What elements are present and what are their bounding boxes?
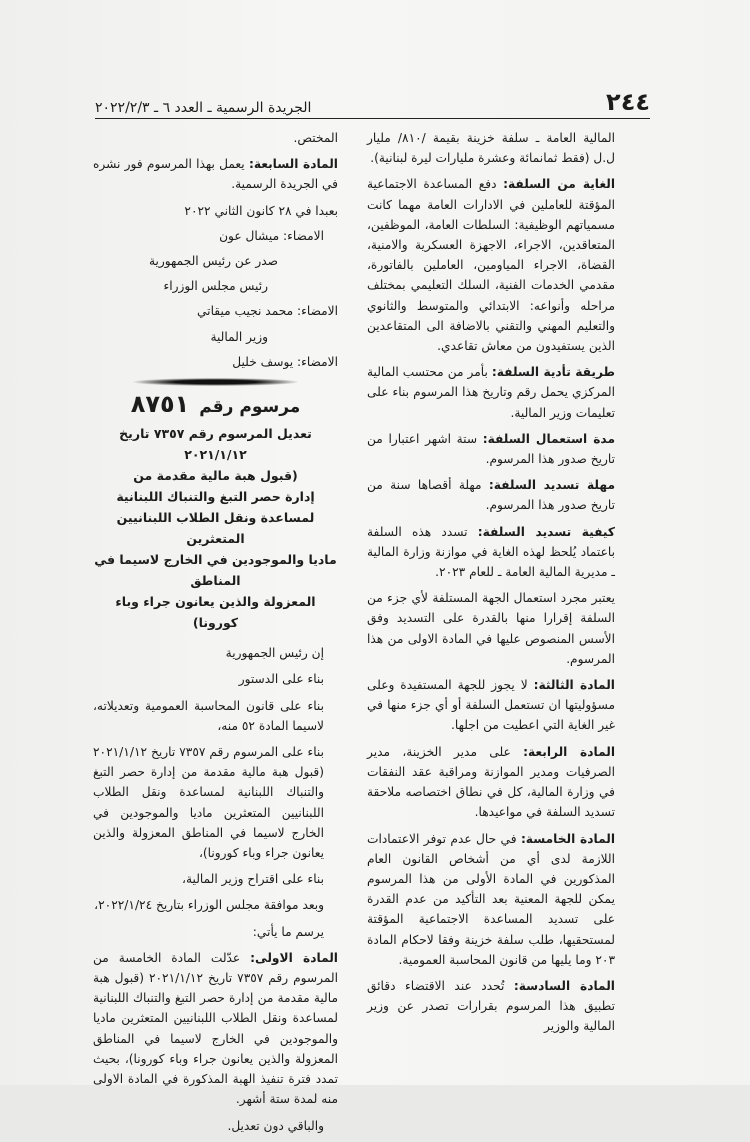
preamble-decree-ref: بناء على المرسوم رقم ٧٣٥٧ تاريخ ٢٠٢١/١/١٢ (قبول هبة مالية مقدمة من إدارة حصر التبغ والتنباك اللبنانية لمساعدة ونقل الطلاب اللبنانيين المتعثرين ماديا والموجودين في الخارج لاسيما في المناطق المعزولة والذين يعانون جراء وباء كورونا)، xyxy=(93,745,324,861)
method-label: طريقة تأدية السلفة: xyxy=(491,365,616,380)
decree-label: مرسوم رقم xyxy=(199,397,301,418)
decree-title xyxy=(93,423,338,633)
article-1 xyxy=(93,948,338,1110)
paragraph-acknowledgement: يعتبر مجرد استعمال الجهة المستلفة لأي جزء من السلفة إقرارا منها بالقدرة على التسديد وفق الأسس المنصوص عليها في المادة الاولى من هذا المرسوم. xyxy=(367,591,615,666)
preamble-constitution: بناء على الدستور xyxy=(238,672,324,687)
preamble-approval: وبعد موافقة مجلس الوزراء بتاريخ ٢٠٢٢/١/٢٤، xyxy=(94,898,324,913)
preamble-proposal: بناء على اقتراح وزير المالية، xyxy=(182,872,324,887)
title-line-6: المعزولة والذين يعانون جراء وباء كورونا) xyxy=(115,594,316,631)
remainder-unchanged: والباقي دون تعديل. xyxy=(227,1118,324,1133)
header-rule xyxy=(95,118,650,119)
pm-title: رئيس مجلس الوزراء xyxy=(163,279,268,294)
section-divider xyxy=(133,378,298,386)
repay-method-label: كيفية تسديد السلفة: xyxy=(477,524,615,539)
article-7-text: يعمل بهذا المرسوم فور نشره في الجريدة الرسمية. xyxy=(93,157,338,192)
method-text: بأمر من محتسب المالية المركزي يحمل رقم وتاريخ هذا المرسوم بناء على تعليمات وزير المالية. xyxy=(367,365,615,420)
title-line-1: تعديل المرسوم رقم ٧٣٥٧ تاريخ ٢٠٢١/١/١٢ xyxy=(119,426,312,463)
preamble-law: بناء على قانون المحاسبة العمومية وتعديلاته، لاسيما المادة ٥٢ منه، xyxy=(93,698,324,733)
decree-number: ٨٧٥١ xyxy=(130,390,190,419)
continuation-text: المختص. xyxy=(293,131,338,145)
repay-method-text: تسدد هذه السلفة باعتماد يُلحظ لهذه الغاية في موازنة وزارة المالية ـ مديرية المالية العامة ـ للعام ٢٠٢٣. xyxy=(367,524,615,580)
article-6-text: تُحدد عند الاقتضاء دقائق تطبيق هذا المرسوم بقرارات تصدر عن وزير المالية والوزير xyxy=(367,978,615,1034)
article-4-text: على مدير الخزينة، مدير الصرفيات ومدير الموازنة ومراقبة عقد النفقات في وزارة المالية، كل في نطاق اختصاصه ملاحقة تسديد السلفة في مواعيدها. xyxy=(367,744,615,820)
page-number: ٢٤٤ xyxy=(606,88,650,116)
title-line-4: لمساعدة ونقل الطلاب اللبنانيين المتعثرين xyxy=(116,510,315,547)
article-4 xyxy=(367,742,615,823)
paragraph-repay-period xyxy=(367,475,615,515)
article-7-label: المادة السابعة: xyxy=(248,157,338,172)
usage-label: مدة استعمال السلفة: xyxy=(482,431,615,446)
article-6-label: المادة السادسة: xyxy=(513,978,615,993)
pm-signature: الامضاء: محمد نجيب ميقاتي xyxy=(197,304,338,319)
article-3 xyxy=(367,675,615,736)
article-5-label: المادة الخامسة: xyxy=(520,831,615,846)
paragraph-method xyxy=(367,362,615,423)
article-3-text: لا يجوز للجهة المستفيدة وعلى مسؤوليتها ان تستعمل السلفة أو أي جزء منها في غير الغاية التي اعطيت من اجلها. xyxy=(367,678,615,733)
preamble-president: إن رئيس الجمهورية xyxy=(225,646,324,661)
finance-minister-title: وزير المالية xyxy=(210,329,268,344)
preamble-decrees: يرسم ما يأتي: xyxy=(252,924,324,939)
date-line: بعبدا في ٢٨ كانون الثاني ٢٠٢٢ xyxy=(184,203,338,218)
decree-heading xyxy=(93,390,338,419)
running-head: الجريدة الرسمية ـ العدد ٦ ـ ٢٠٢٢/٢/٣ xyxy=(95,100,312,116)
paragraph-usage-period xyxy=(367,429,615,469)
signature-block xyxy=(93,201,338,372)
president-signature: الامضاء: ميشال عون xyxy=(219,228,324,243)
article-5-text: في حال عدم توفر الاعتمادات اللازمة لدى أي من أشخاص القانون العام المذكورين في المادة الأولى من هذا المرسوم يمكن للجهة المعنية بعد التأكيد من عدم القدرة على تسديد المساعدة الاجتماعية المؤقتة لمستحقيها، طلب سلفة خزينة وفقا لاحكام المادة ٢٠٣ وما يليها من قانون المحاسبة العمومية. xyxy=(367,831,615,967)
article-5 xyxy=(367,829,615,970)
page-header xyxy=(95,88,650,116)
purpose-text: دفع المساعدة الاجتماعية المؤقتة للعاملين في الادارات العامة مهما كانت مسمياتهم الوظيفية: السلطات العامة، الموظفين، المتعاقدين، الاجراء، الاجهزة العسكرية والامنية، القضاة، الاجراء المياومين، العاملين بالفاتورة، مقدمي الخدمات الفنية، السلك التعليمي بمختلف مراحله وأنواعه: الابتدائي والمتوسط والثانوي والتعليم المهني والتقني بالاضافة الى المتقاعدين الذين يستفيدون من معاش تقاعدي. xyxy=(367,177,615,354)
article-3-label: المادة الثالثة: xyxy=(533,678,615,693)
issued-by: صدر عن رئيس الجمهورية xyxy=(148,254,278,269)
repay-period-text: مهلة أقصاها سنة من تاريخ صدور هذا المرسوم. xyxy=(367,478,615,513)
title-line-5: ماديا والموجودين في الخارج لاسيما في المناطق xyxy=(94,552,337,589)
purpose-label: الغاية من السلفة: xyxy=(503,177,615,192)
paragraph-repay-method xyxy=(367,522,615,583)
left-column xyxy=(93,128,338,1142)
article-7 xyxy=(93,154,338,194)
article-4-label: المادة الرابعة: xyxy=(523,744,615,759)
article-1-label: المادة الاولى: xyxy=(250,950,338,965)
title-line-3: إدارة حصر التبغ والتنباك اللبنانية xyxy=(116,489,315,505)
article-1-text: عدّلت المادة الخامسة من المرسوم رقم ٧٣٥٧ تاريخ ٢٠٢١/١/١٢ (قبول هبة مالية مقدمة من إدارة حصر التبغ والتنباك اللبنانية لمساعدة ونقل الطلاب اللبنانيين المتعثرين ماديا والموجودين في الخارج لاسيما في المناطق المعزولة والذين يعانون جراء وباء كورونا)، بحيث تمدد فترة تنفيذ الهبة المذكورة في المادة الاولى منه لمدة ستة أشهر. xyxy=(93,950,338,1107)
paragraph-amount: المالية العامة ـ سلفة خزينة بقيمة /٨١٠/ مليار ل.ل (فقط ثمانمائة وعشرة مليارات ليرة لبنانية). xyxy=(367,131,615,166)
paragraph-purpose xyxy=(367,174,615,356)
right-column xyxy=(367,128,615,1043)
usage-text: ستة اشهر اعتبارا من تاريخ صدور هذا المرسوم. xyxy=(367,431,615,467)
finance-minister-signature: الامضاء: يوسف خليل xyxy=(232,354,338,369)
article-6 xyxy=(367,976,615,1037)
title-line-2: (قبول هبة مالية مقدمة من xyxy=(133,468,298,484)
repay-period-label: مهلة تسديد السلفة: xyxy=(488,478,615,493)
